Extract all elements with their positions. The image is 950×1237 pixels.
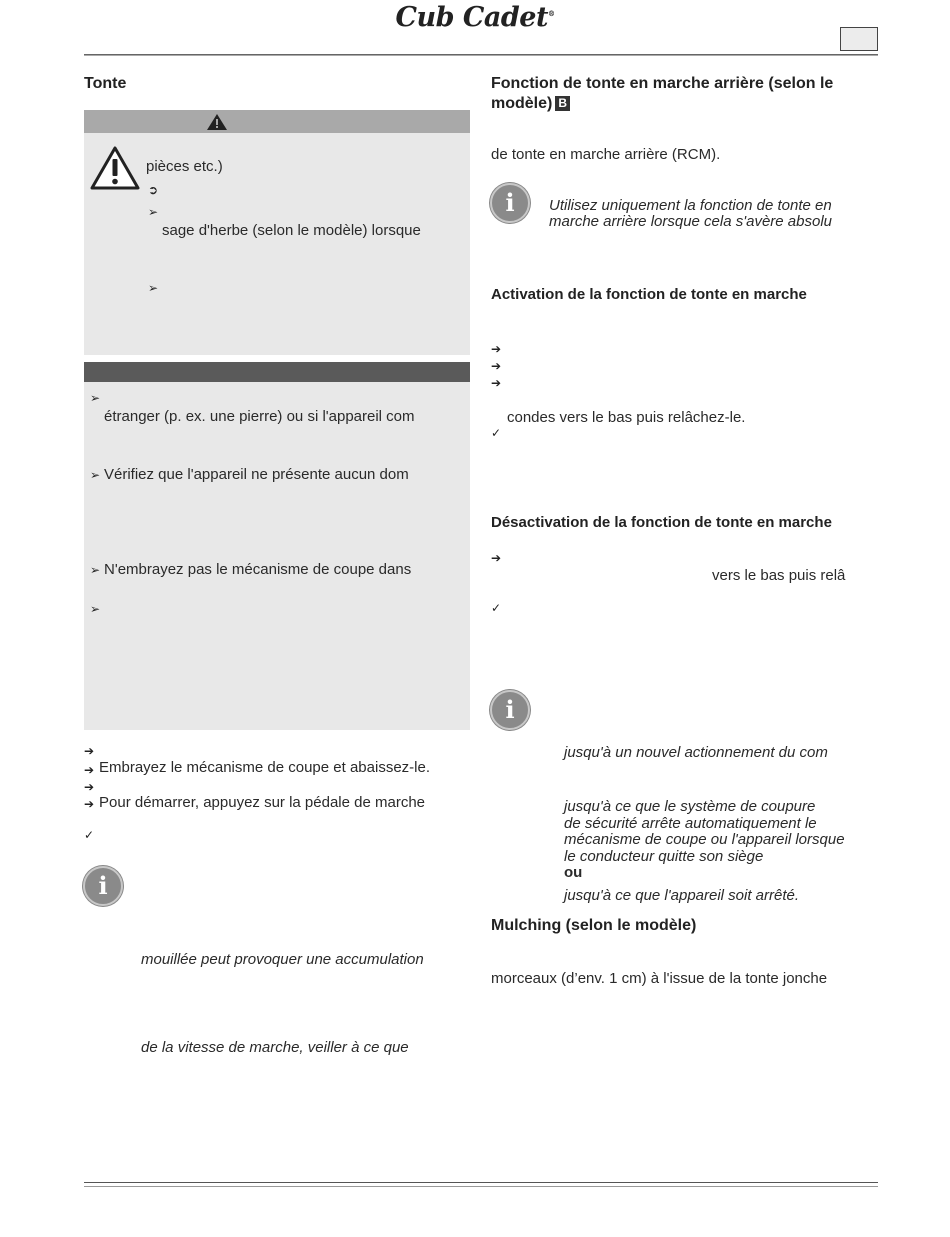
info-note-text-2: de la vitesse de marche, veiller à ce que	[141, 1039, 409, 1056]
bullet-triangle: ➢	[90, 391, 101, 405]
warning-triangle-icon	[206, 113, 228, 131]
page-number-box	[840, 27, 878, 51]
bullet-triangle: ➢	[90, 563, 101, 577]
info-icon: i	[490, 690, 530, 730]
deactivation-title: Désactivation de la fonction de tonte en marche	[491, 514, 832, 531]
caution-text-1: étranger (p. ex. une pierre) ou si l'appareil com	[104, 408, 415, 425]
warning-text-2: sage d'herbe (selon le modèle) lorsque	[162, 222, 421, 239]
reverse-info-text-1: Utilisez uniquement la fonction de tonte en	[549, 197, 832, 214]
reverse-mowing-title: Fonction de tonte en marche arrière (selon le modèle) B	[491, 75, 834, 112]
step-arrow: ➔	[84, 763, 95, 777]
bullet-triangle: ➢	[90, 468, 101, 482]
deactivation-text: vers le bas puis relâ	[712, 567, 846, 584]
step-start-pedal: Pour démarrer, appuyez sur la pédale de marche	[99, 794, 426, 811]
activation-title: Activation de la fonction de tonte en marche	[491, 286, 807, 303]
caution-text-3: N'embrayez pas le mécanisme de coupe dans	[104, 561, 412, 578]
step-arrow: ➔	[84, 797, 95, 811]
or-text: ou	[564, 864, 583, 881]
info-note-text-1: mouillée peut provoquer une accumulation	[141, 951, 424, 968]
warning-text-1: pièces etc.)	[146, 158, 223, 175]
bullet-triangle: ➢	[148, 205, 159, 219]
step-arrow: ➔	[84, 744, 95, 758]
warning-large-icon	[89, 145, 141, 191]
deactivation-info-1: jusqu'à un nouvel actionnement du com	[564, 744, 828, 761]
reverse-mowing-text: de tonte en marche arrière (RCM).	[491, 146, 721, 163]
mulching-title: Mulching (selon le modèle)	[491, 917, 697, 934]
section-title-tonte: Tonte	[84, 75, 127, 92]
footer-divider	[84, 1186, 878, 1187]
warning-bar	[84, 110, 470, 133]
bullet-triangle: ➢	[90, 602, 101, 616]
caution-bar	[84, 362, 470, 382]
check-mark: ✓	[491, 426, 502, 440]
caution-text-2: Vérifiez que l'appareil ne présente aucun dom	[104, 466, 409, 483]
caution-panel	[84, 382, 470, 730]
brand-logo: Cub Cadet®	[395, 2, 555, 33]
step-engage-blades: Embrayez le mécanisme de coupe et abaissez-le.	[99, 759, 430, 776]
deactivation-info-2: jusqu'à ce que le système de coupure de sécurité arrête automatiquement le mécanisme de coupe ou l'appareil lorsque le conducteur quitte son siège ou	[564, 798, 845, 881]
info-icon: i	[490, 183, 530, 223]
step-arrow: ➔	[491, 551, 502, 565]
step-arrow: ➔	[491, 376, 502, 390]
info-icon: i	[83, 866, 123, 906]
bullet-triangle: ➢	[148, 281, 159, 295]
mulching-text: morceaux (d’env. 1 cm) à l'issue de la tonte jonche	[491, 970, 828, 987]
activation-text: condes vers le bas puis relâchez-le.	[507, 409, 746, 426]
model-badge: B	[555, 96, 570, 111]
step-arrow: ➔	[491, 342, 502, 356]
reverse-info-text-2: marche arrière lorsque cela s'avère absolu	[549, 213, 833, 230]
header-divider	[84, 54, 878, 55]
check-mark: ✓	[491, 601, 502, 615]
step-arrow: ➔	[84, 780, 95, 794]
bullet-circle-arrow: ➲	[148, 183, 159, 197]
check-mark: ✓	[84, 828, 95, 842]
deactivation-info-3: jusqu'à ce que l'appareil soit arrêté.	[564, 887, 800, 904]
warning-panel	[84, 133, 470, 355]
footer-divider	[84, 1182, 878, 1183]
step-arrow: ➔	[491, 359, 502, 373]
